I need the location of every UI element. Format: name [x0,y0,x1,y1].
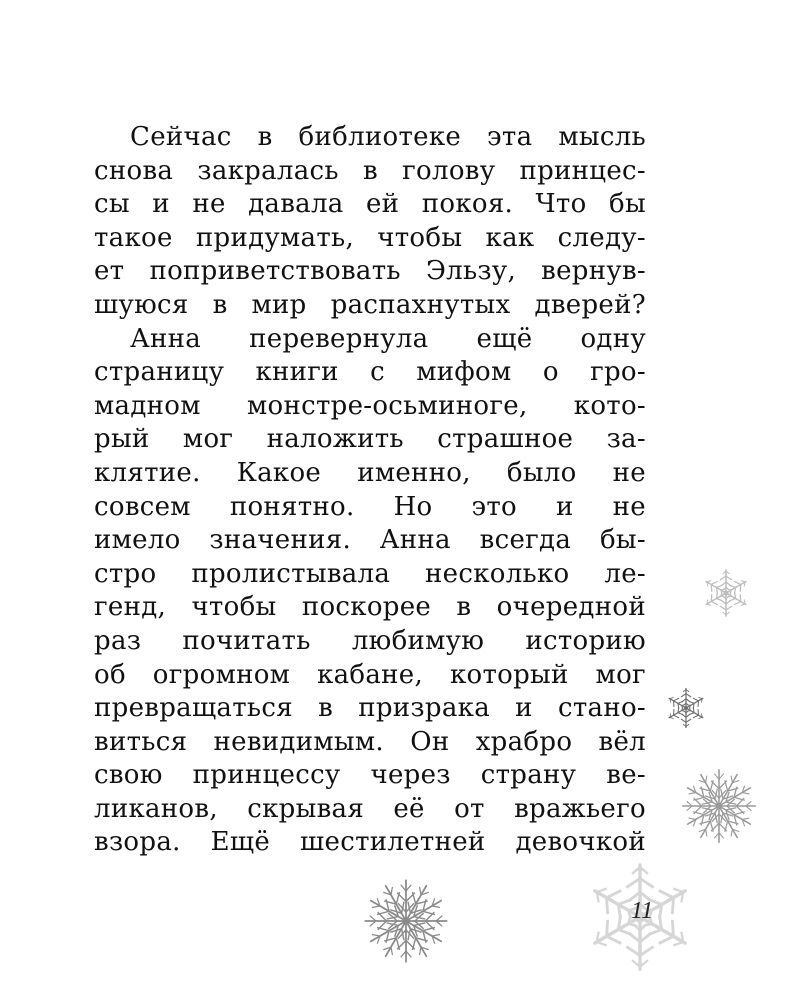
text-line: мадном монстре-осьминоге, кото- [94,390,646,421]
page-number: 11 [630,898,654,924]
text-line: рый мог наложить страшное за- [94,424,646,455]
text-line: свою принцессу через страну ве- [94,760,646,791]
text-line: взора. Ещё шестилетней девочкой [94,827,646,858]
text-line: имело значения. Анна всегда бы- [94,525,646,556]
text-line: генд, чтобы поскорее в очередной [94,592,646,623]
text-line: Сейчас в библиотеке эта мысль [130,122,646,152]
text-line: ликанов, скрывая её от вражьего [94,793,646,824]
snowflake-icon [671,765,767,847]
text-line: сы и не давала ей покоя. Что бы [94,189,646,220]
text-line: совсем понятно. Но это и не [94,491,646,522]
snowflake-icon [694,567,758,619]
text-line: клятие. Какое именно, было не [94,457,646,488]
text-line: превращаться в призрака и стано- [94,693,646,724]
snowflake-icon [352,875,460,967]
text-line: Анна перевернула ещё одну [130,323,646,354]
text-line: виться невидимым. Он храбро вёл [94,726,646,757]
text-line: снова закралась в голову принцес- [94,155,646,186]
text-line: ет поприветствовать Эльзу, вернув- [94,256,646,287]
snowflake-icon [662,686,710,730]
text-line: такое придумать, чтобы как следу- [94,222,646,253]
text-line: об огромном кабане, который мог [94,659,646,690]
text-line: страницу книги с мифом о гро- [94,357,646,388]
body-text [94,121,646,860]
text-line: стро пролистывала несколько ле- [94,558,646,589]
text-line: раз почитать любимую историю [94,625,646,656]
text-line: шуюся в мир распахнутых дверей? [94,289,646,320]
